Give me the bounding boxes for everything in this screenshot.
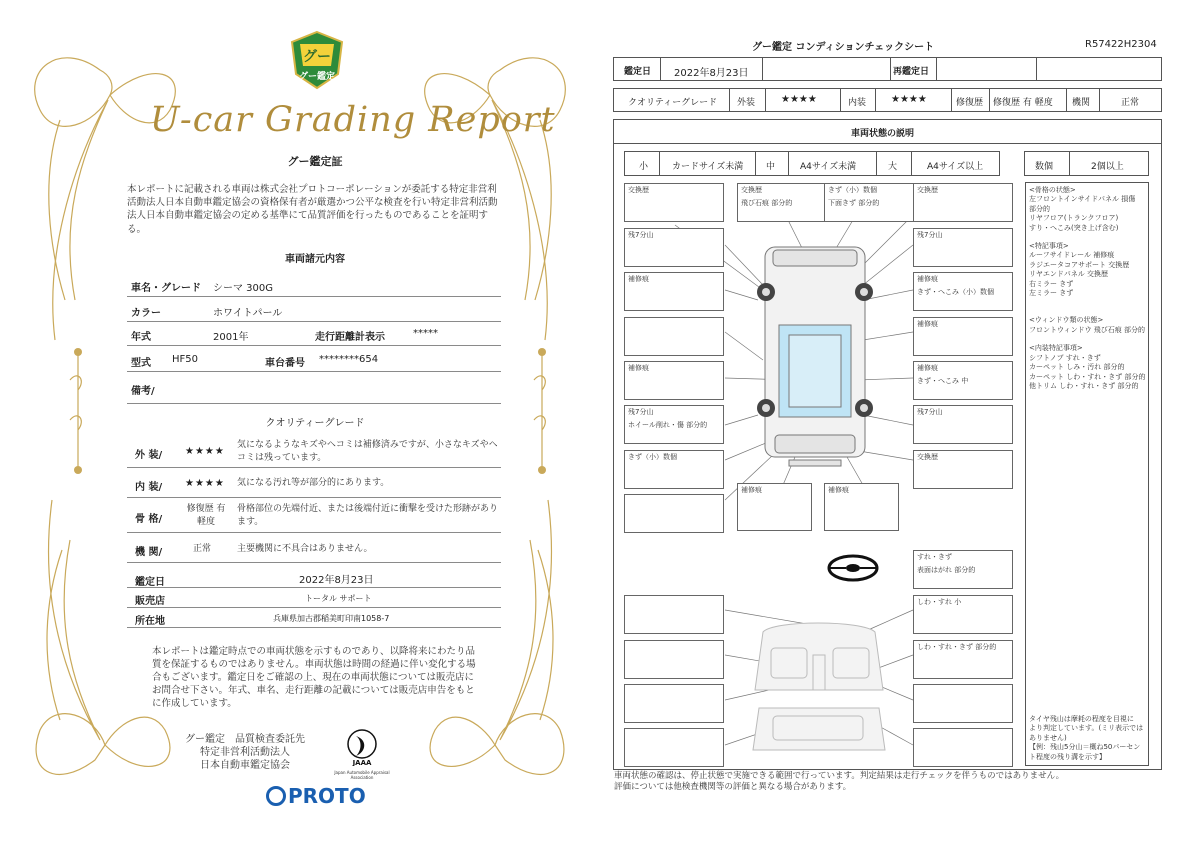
certificate-footer: 本レポートは鑑定時点での車両状態を示すものであり、以降将来にわたり品質を保証するものではありません。車両状態は時間の経過に伴い変化する場合もございます。鑑定日をご確認の上、現在の車両状態については販売店にお問合せ下さい。年式、車名、走行距離の記載については販売店申告をもとに作成しています。 (152, 646, 476, 709)
frame-desc: 骨格部位の先端付近、または後端付近に衝撃を受けた形跡があります。 (237, 504, 499, 527)
interior-stars: ★★★★ (185, 478, 225, 489)
color-label: カラー (131, 308, 161, 319)
goo-appraisal-badge-icon (288, 30, 346, 92)
script-title: U-car Grading Report (150, 100, 556, 140)
proto-logo-icon (266, 786, 286, 806)
signature-line: グー鑑定 品質検査委託先 (185, 734, 305, 745)
condition-box: 残7分山 (913, 405, 1013, 444)
condition-box: 補修痕 (913, 317, 1013, 356)
svg-text:グー鑑定: グー鑑定 (298, 72, 336, 82)
size-small: 小 (639, 162, 649, 172)
condition-box: 補修痕 きず・へこみ 中 (913, 361, 1013, 400)
condition-box: 残7分山 ホイール削れ・傷 部分的 (624, 405, 724, 444)
condition-box (624, 494, 724, 533)
color-row (127, 297, 501, 322)
sheet-engine-value: 正常 (1121, 98, 1140, 108)
condition-box: 補修痕 (624, 361, 724, 400)
location-value: 兵庫県加古郡稲美町印南1058-7 (273, 614, 390, 623)
reinspect-label: 再鑑定日 (893, 67, 930, 77)
condition-box (913, 728, 1013, 767)
sheet-interior-stars: ★★★★ (891, 94, 927, 105)
svg-text:JAAA: JAAA (352, 759, 372, 766)
size-small-desc: カードサイズ未満 (672, 162, 744, 172)
proto-logo (266, 784, 366, 808)
count-legend (1024, 151, 1149, 176)
exterior-desc: 気になるようなキズやヘコミは補修済みですが、小さなキズやヘコミは残っています。 (237, 440, 498, 463)
certificate-intro: 本レポートに記載される車両は株式会社プロトコーポレーションが委託する特定非営利活動法人日本自動車鑑定協会の資格保有者が厳選かつ公平な検査を行い特定非営利活動法人日本自動車鑑定協会の定める基準にて品質評価を行ったものであることを証明する。 (127, 184, 498, 235)
condition-box: 残7分山 (624, 228, 724, 267)
date-value: 2022年8月23日 (299, 575, 374, 586)
jaaa-subtitle: Japan Automobile Appraisal Association (334, 770, 390, 780)
model-label: 型式 (131, 358, 151, 369)
size-mid-desc: A4サイズ未満 (800, 162, 857, 172)
exterior-row (127, 432, 501, 468)
signature-line: 特定非営利活動法人 (200, 747, 290, 758)
condition-box (624, 728, 724, 767)
frame-value: 修復歴 有 軽度 (186, 504, 226, 527)
sheet-repair-value: 修復歴 有 軽度 (993, 98, 1053, 108)
sheet-interior-label: 内装 (848, 98, 867, 108)
sheet-exterior-stars: ★★★★ (781, 94, 817, 105)
interior-row (127, 468, 501, 498)
sheet-repair-label: 修復歴 (956, 98, 984, 108)
condition-box: 交換歴 (913, 450, 1013, 489)
interior-label: 内 装/ (135, 482, 163, 493)
condition-box: 補修痕 (624, 272, 724, 311)
condition-box: 補修痕 (824, 483, 899, 531)
model-value: HF50 (172, 354, 198, 365)
condition-box: しわ・すれ 小 (913, 595, 1013, 634)
certificate-title: グー鑑定証 (287, 155, 343, 168)
sheet-date-label: 鑑定日 (624, 67, 652, 77)
size-large: 大 (888, 162, 898, 172)
condition-box (624, 640, 724, 679)
year-value: 2001年 (213, 332, 249, 343)
condition-box (624, 317, 724, 356)
condition-box: 補修痕 きず・へこみ（小）数個 (913, 272, 1013, 311)
quality-header-row (613, 88, 1162, 112)
year-label: 年式 (131, 332, 151, 343)
sheet-engine-label: 機関 (1072, 98, 1091, 108)
condition-box (624, 595, 724, 634)
signature-block (160, 733, 330, 772)
exterior-label: 外 装/ (135, 450, 163, 461)
interior-desc: 気になる汚れ等が部分的にあります。 (237, 478, 390, 488)
condition-box: しわ・すれ・きず 部分的 (913, 640, 1013, 679)
condition-box: 交換歴 (913, 183, 1013, 222)
sheet-quality-label: クオリティーグレード (628, 98, 718, 108)
condition-box: 補修痕 (737, 483, 812, 531)
sheet-exterior-label: 外装 (737, 98, 756, 108)
tire-note: タイヤ残山は摩耗の程度を目視に より判定しています。(ミリ表示では ありません) 【例：残山5分山＝概ね50パーセン ト程度の残り溝を示す】 (1029, 715, 1144, 761)
condition-box: 残7分山 (913, 228, 1013, 267)
exterior-stars: ★★★★ (185, 446, 225, 457)
engine-value: 正常 (193, 544, 212, 554)
date-header-row (613, 57, 1162, 81)
condition-box: 交換歴 飛び石痕 部分的 (737, 183, 837, 222)
car-name-label: 車名・グレード (131, 283, 201, 294)
specs-title: 車両諸元内容 (285, 254, 345, 265)
car-name: シーマ 300G (213, 283, 274, 294)
model-row (127, 346, 501, 372)
color-value: ホワイトパール (213, 308, 283, 319)
engine-row (127, 533, 501, 563)
year-row (127, 322, 501, 346)
condition-box (913, 684, 1013, 723)
condition-box: 交換歴 (624, 183, 724, 222)
chassis-value: ********654 (319, 354, 379, 365)
date-row (127, 568, 501, 588)
section-title: 車両状態の説明 (851, 129, 915, 139)
bottom-notes: 車両状態の確認は、停止状態で実施できる範囲で行っています。判定結果は走行チェックを伴うものではありません。 評価については他検査機関等の評価と異なる場合があります。 (614, 771, 1065, 792)
date-label: 鑑定日 (135, 577, 165, 588)
sheet-code: R57422H2304 (1085, 39, 1157, 50)
condition-box: きず（小）数個 下面きず 部分的 (824, 183, 924, 222)
sheet-date: 2022年8月23日 (674, 68, 749, 79)
count-label: 数個 (1035, 162, 1054, 172)
car-interior-view-icon (753, 623, 885, 750)
size-large-desc: A4サイズ以上 (927, 162, 984, 172)
notes-panel: <骨格の状態> 左フロントインサイドパネル 損傷 部分的 リヤフロア(トランクフロア) すり・へこみ(突き上げ含む) <特記事項> ルーフサイドレール 補修痕 ラジエータコアサポート 交換歴 リヤエンドパネル 交換歴 右ミラー きず 左ミラー きず <ウィンドウ類の状態> フロントウィンドウ 飛び石痕 部分的 <内装特記事項> シフトノブ すれ・きず カーペット しみ・汚れ 部分的 カーペット しわ・すれ・きず 部分的 他トリム しわ・すれ・きず 部分的 タイヤ残山は摩耗の程度を目視に より判定しています。(ミリ表示では ありません) 【例：残山5分山＝概ね50パーセン ト程度の残り溝を示す】 (1025, 182, 1149, 766)
odometer-value: ***** (413, 328, 438, 339)
car-name-row (127, 272, 501, 297)
condition-box: すれ・きず 表面はがれ 部分的 (913, 550, 1013, 589)
shop-value: トータル サポート (305, 594, 372, 603)
chassis-label: 車台番号 (265, 358, 305, 369)
signature-line: 日本自動車鑑定協会 (200, 760, 290, 771)
quality-title: クオリティーグレード (265, 418, 365, 429)
svg-text:グー: グー (303, 49, 331, 65)
remarks-row (127, 372, 501, 404)
count-desc: 2個以上 (1091, 162, 1124, 172)
jaaa-emblem-icon (332, 728, 392, 780)
odometer-label: 走行距離計表示 (315, 332, 385, 343)
size-mid: 中 (766, 162, 776, 172)
location-row (127, 608, 501, 628)
condition-box (624, 684, 724, 723)
remarks-label: 備考/ (131, 386, 155, 397)
condition-box: きず（小）数個 (624, 450, 724, 489)
proto-logo-text: PROTO (288, 784, 366, 808)
engine-desc: 主要機関に不具合はありません。 (237, 544, 373, 554)
sheet-title: グー鑑定 コンディションチェックシート (752, 42, 935, 53)
steering-wheel-icon (829, 556, 877, 580)
location-label: 所在地 (135, 616, 165, 627)
shop-row (127, 588, 501, 608)
engine-label: 機 関/ (135, 547, 163, 558)
frame-row (127, 498, 501, 533)
shop-label: 販売店 (135, 596, 165, 607)
frame-label: 骨 格/ (135, 514, 163, 525)
